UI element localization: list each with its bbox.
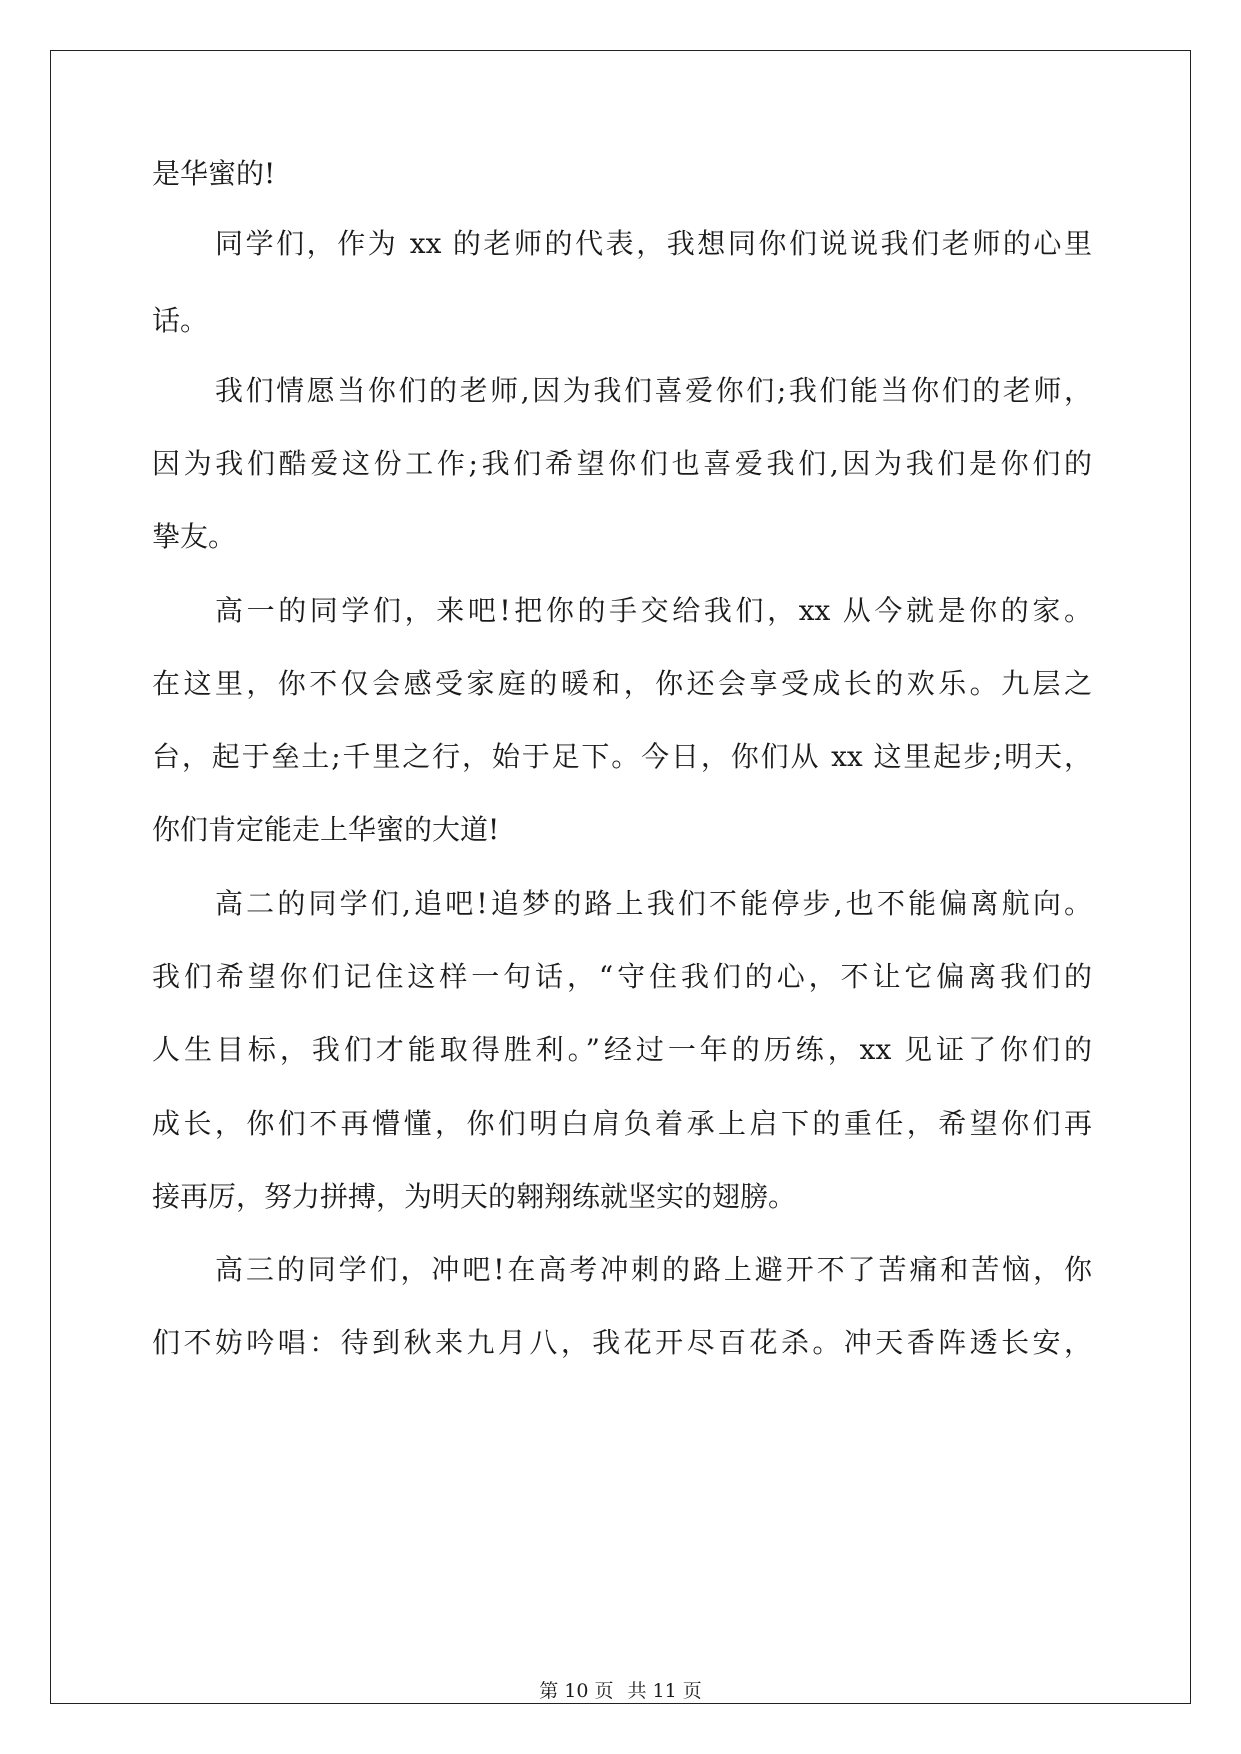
text-line: 因为我们酷爱这份工作;我们希望你们也喜爱我们,因为我们是你们的 <box>152 447 1092 480</box>
text-line: 接再厉，努力拼搏，为明天的翱翔练就坚实的翅膀。 <box>152 1180 797 1213</box>
page-total: 共 11 页 <box>627 1680 702 1702</box>
text-line: 们不妨吟唱：待到秋来九月八，我花开尽百花杀。冲天香阵透长安， <box>152 1326 1092 1359</box>
page-number: 第 10 页 <box>539 1680 614 1702</box>
text-line: 高一的同学们，来吧!把你的手交给我们，xx 从今就是你的家。 <box>215 594 1092 627</box>
text-line: 成长，你们不再懵懂，你们明白肩负着承上启下的重任，希望你们再 <box>152 1107 1092 1140</box>
text-line: 台，起于垒土;千里之行，始于足下。今日，你们从 xx 这里起步;明天， <box>152 740 1092 773</box>
page-footer <box>0 1678 1241 1704</box>
text-line: 话。 <box>152 304 209 337</box>
text-line: 高三的同学们，冲吧!在高考冲刺的路上避开不了苦痛和苦恼，你 <box>215 1253 1092 1286</box>
text-line: 我们情愿当你们的老师,因为我们喜爱你们;我们能当你们的老师， <box>215 374 1092 407</box>
page-frame <box>50 50 1191 1704</box>
text-line: 在这里，你不仅会感受家庭的暖和，你还会享受成长的欢乐。九层之 <box>152 667 1092 700</box>
text-line: 人生目标，我们才能取得胜利。”经过一年的历练，xx 见证了你们的 <box>152 1033 1092 1066</box>
text-line: 挚友。 <box>152 520 237 553</box>
text-line: 我们希望你们记住这样一句话，“守住我们的心，不让它偏离我们的 <box>152 960 1092 993</box>
text-line: 高二的同学们,追吧!追梦的路上我们不能停步,也不能偏离航向。 <box>215 887 1092 920</box>
text-line: 同学们，作为 xx 的老师的代表，我想同你们说说我们老师的心里 <box>215 227 1092 260</box>
text-line: 是华蜜的! <box>152 157 276 190</box>
text-line: 你们肯定能走上华蜜的大道! <box>152 813 500 846</box>
